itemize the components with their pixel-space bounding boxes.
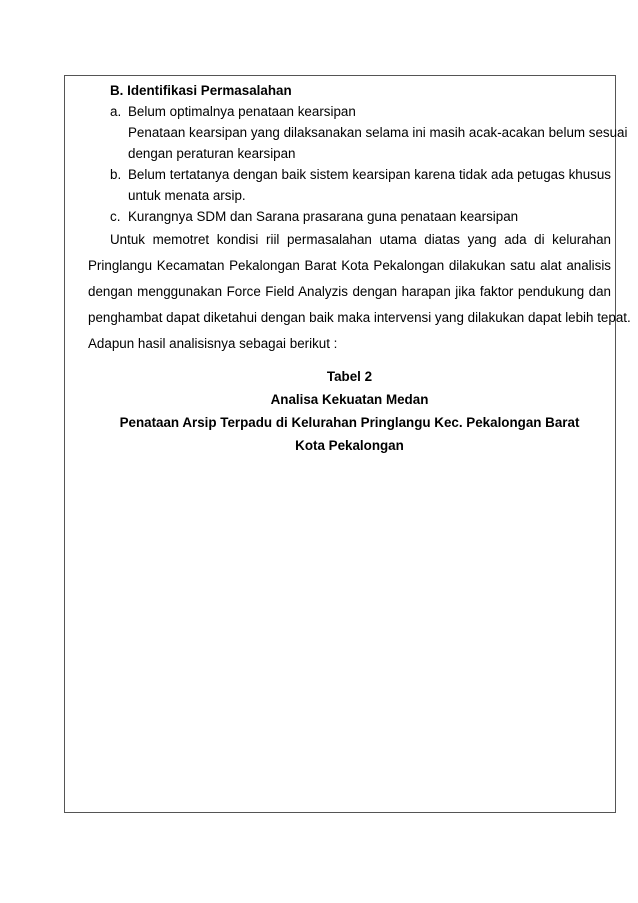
list-item-text-line: untuk menata arsip. — [128, 188, 246, 203]
list-marker: c. — [110, 209, 121, 224]
table-subtitle: Kota Pekalongan — [295, 438, 404, 453]
paragraph-line: Adapun hasil analisisnya sebagai berikut : — [88, 336, 338, 351]
paragraph-line: Untuk memotret kondisi riil permasalahan utama diatas yang ada di kelurahan — [110, 232, 611, 247]
section-heading — [88, 80, 611, 101]
paragraph-line: dengan menggunakan Force Field Analyzis dengan harapan jika faktor pendukung dan — [88, 284, 611, 299]
list-marker: b. — [110, 167, 122, 182]
list-item-title: Belum optimalnya penataan kearsipan — [128, 104, 356, 119]
paragraph-line: Pringlangu Kecamatan Pekalongan Barat Kota Pekalongan dilakukan satu alat analisis — [88, 258, 611, 273]
list-marker: a. — [110, 104, 122, 119]
section-title: Identifikasi Permasalahan — [127, 83, 292, 98]
list-item-b — [88, 164, 611, 185]
section-number: B. — [110, 83, 124, 98]
table-subtitle: Penataan Arsip Terpadu di Kelurahan Pringlangu Kec. Pekalongan Barat — [119, 415, 580, 430]
table-label: Tabel 2 — [326, 369, 373, 384]
document-body — [88, 80, 631, 457]
table-title: Analisa Kekuatan Medan — [270, 392, 429, 407]
list-item-title: Kurangnya SDM dan Sarana prasarana guna penataan kearsipan — [128, 209, 519, 224]
spacer — [88, 357, 611, 365]
list-item-detail-line: dengan peraturan kearsipan — [128, 146, 296, 161]
list-item-c — [88, 206, 611, 227]
list-item-detail-line: Penataan kearsipan yang dilaksanakan selama ini masih acak-acakan belum sesuai — [128, 125, 628, 140]
paragraph-line: penghambat dapat diketahui dengan baik maka intervensi yang dilakukan dapat lebih tepat. — [88, 310, 631, 325]
list-item-a — [88, 101, 611, 122]
list-item-text-line: Belum tertatanya dengan baik sistem kearsipan karena tidak ada petugas khusus — [128, 167, 611, 182]
